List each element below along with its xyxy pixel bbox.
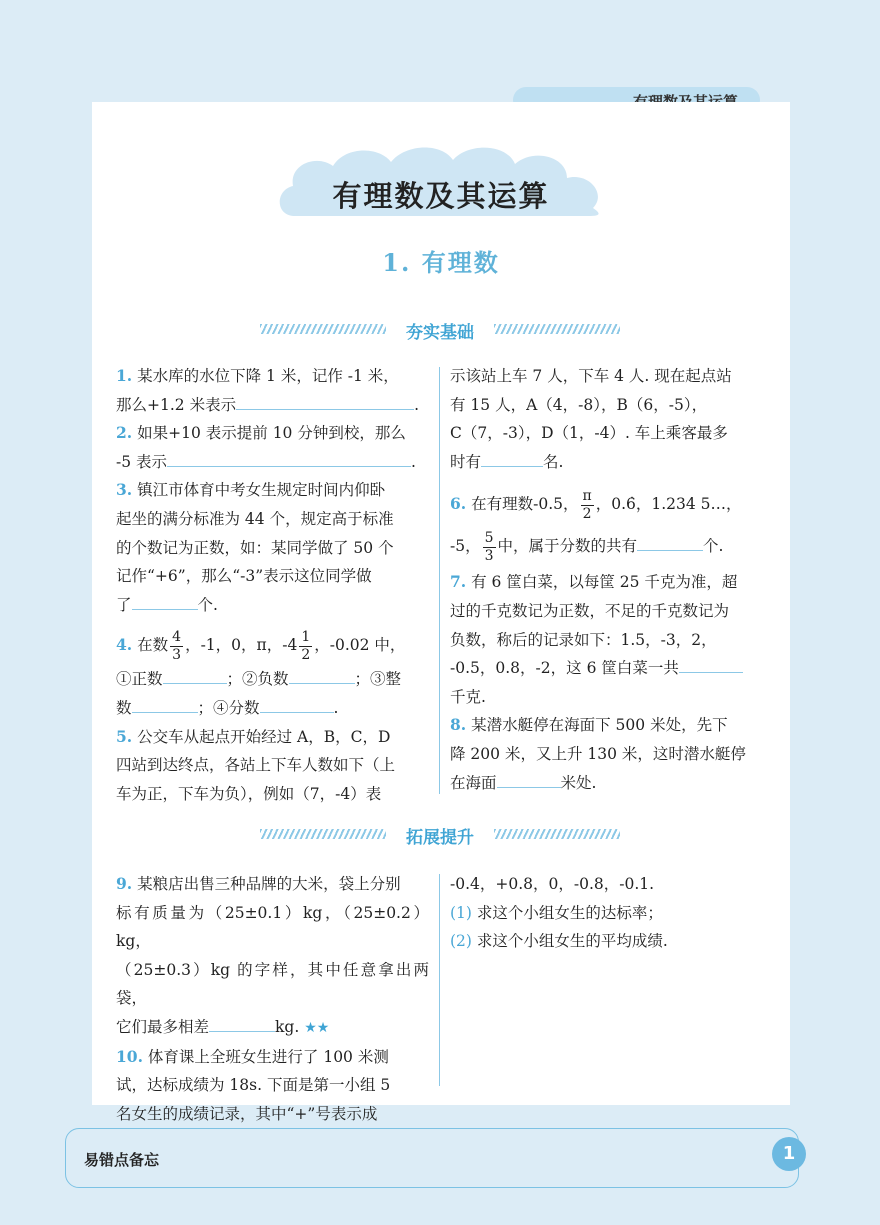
q4-text-pre: 在数 <box>137 636 169 655</box>
content-page <box>92 102 790 1123</box>
q6-frac1-denominator: 2 <box>582 505 592 522</box>
q4-frac2-denominator: 2 <box>301 646 311 663</box>
q9-difficulty-stars: ★★ <box>304 1019 330 1036</box>
q7-text-e: 千克. <box>450 687 486 706</box>
q8-answer-blank[interactable] <box>497 769 561 788</box>
q3 <box>116 476 429 505</box>
q4-fraction-label: ；④分数 <box>197 698 260 717</box>
q3-text-f: 个. <box>197 595 218 614</box>
q9-text-d: 它们最多相差 <box>116 1017 210 1036</box>
q8-number: 8. <box>450 715 467 735</box>
chapter-title: 有理数及其运算 <box>332 179 550 213</box>
q4-text-end: ，-0.02 中， <box>314 636 406 655</box>
q4-fraction-blank[interactable] <box>260 694 334 713</box>
q9-number: 9. <box>116 874 133 893</box>
q3-text-c: 的个数记为正数，如：某同学做了 50 个 <box>116 538 394 557</box>
q9-text-b: 标有质量为（25±0.1）kg，（25±0.2）kg， <box>116 903 429 951</box>
q4-frac2-numerator: 1 <box>301 628 311 645</box>
q1-text-b: 那么+1.2 米表示 <box>116 395 237 414</box>
q4-text-mid: ，-1，0，π，-4 <box>185 636 298 655</box>
memo-label: 易错点备忘 <box>84 1151 160 1169</box>
q5-text-d: 示该站上车 7 人，下车 4 人. 现在起点站 <box>450 367 732 385</box>
part2-left-column <box>116 870 429 1158</box>
band-extension <box>260 823 620 848</box>
part1-right-column <box>450 362 760 797</box>
q4-fraction-4-3 <box>170 629 183 664</box>
q10-sub1 <box>450 899 760 928</box>
q5-text-g: 时有 <box>450 452 482 471</box>
q8 <box>450 711 760 740</box>
q10-sub2-text: 求这个小组女生的平均成绩. <box>476 932 668 951</box>
q10-sub2-number: (2) <box>450 932 472 951</box>
page-number: 1 <box>772 1137 806 1171</box>
q7-answer-blank[interactable] <box>679 654 743 673</box>
q4 <box>116 625 429 665</box>
band-hatch-right <box>494 324 620 334</box>
q7-text-b: 过的千克数记为正数，不足的千克数记为 <box>450 601 730 620</box>
column-divider-2 <box>439 874 440 1086</box>
section-title: 1. 有理数 <box>382 248 500 277</box>
q10-text-a: 体育课上全班女生进行了 100 米测 <box>147 1047 389 1066</box>
q3-text-a: 镇江市体育中考女生规定时间内仰卧 <box>137 481 386 500</box>
q2-line2: -5 表示 . <box>116 448 429 477</box>
q6-line2 <box>450 524 760 568</box>
q4-integer-label: ；③整 <box>354 670 402 689</box>
q8-text-d: 米处. <box>560 773 597 792</box>
q5-number: 5. <box>116 726 133 746</box>
q6-text-b: ，0.6̇，1.234 5…， <box>595 495 742 514</box>
band-basics <box>260 318 620 343</box>
q9-text-e: kg. <box>275 1017 300 1036</box>
q9 <box>116 870 429 899</box>
q5-text-e: 有 15 人，A（4，-8），B（6，-5）， <box>450 395 708 414</box>
q6-number: 6. <box>450 494 467 514</box>
q4-line3 <box>116 694 429 723</box>
q7-text-c: 负数，称后的记录如下：1.5，-3，2， <box>450 630 717 649</box>
part1-left-column <box>116 362 429 808</box>
q10-text-c: 名女生的成绩记录，其中“+”号表示成 <box>116 1104 378 1123</box>
q1-text-a: 某水库的水位下降 1 米，记作 -1 米， <box>137 367 399 385</box>
q4-number: 4. <box>116 635 133 655</box>
q3-text-e: 了 <box>116 595 132 614</box>
q5-text-f: C（7，-3），D（1，-4）. 车上乘客最多 <box>450 424 728 443</box>
q10-sub1-text: 求这个小组女生的达标率； <box>476 903 663 922</box>
q1-line2: 那么+1.2 米表示 . <box>116 391 429 420</box>
q4-frac1-numerator: 4 <box>172 628 182 645</box>
band-basics-label: 夯实基础 <box>406 323 474 343</box>
q3-answer-blank[interactable] <box>132 591 198 610</box>
q6-answer-blank[interactable] <box>637 532 703 551</box>
q6-frac2-numerator: 5 <box>484 529 494 546</box>
q7-text-d: -0.5，0.8，-2，这 6 筐白菜一共 <box>450 659 679 678</box>
q5-text-h: 名. <box>543 452 564 471</box>
q7 <box>450 568 760 597</box>
q5-text-c: 车为正，下车为负），例如（7，-4）表 <box>116 784 382 803</box>
q6-fraction-5-3 <box>483 530 496 565</box>
q6-text-d: 中，属于分数的共有 <box>497 537 638 556</box>
q4-negative-label: ；②负数 <box>226 670 289 689</box>
q6-fraction-pi-2 <box>581 488 594 523</box>
q8-text-b: 降 200 米，又上升 130 米，这时潜水艇停 <box>450 744 746 763</box>
q5-text-a: 公交车从起点开始经过 A，B，C，D <box>137 727 391 746</box>
q4-frac1-denominator: 3 <box>172 646 182 663</box>
part2-right-column <box>450 870 760 956</box>
q9-text-c: （25±0.3）kg 的字样，其中任意拿出两袋， <box>116 960 429 1008</box>
q4-fraction-1-2 <box>299 629 312 664</box>
q5 <box>116 723 429 752</box>
q5-answer-blank[interactable] <box>481 448 543 467</box>
q4-line2 <box>116 665 429 694</box>
q10 <box>116 1043 429 1072</box>
q2-text-b: -5 表示 <box>116 452 168 471</box>
q5-text-b: 四站到达终点，各站上下车人数如下（上 <box>116 756 396 775</box>
q10-sub2 <box>450 927 760 956</box>
q7-text-a: 有 6 筐白菜，以每筐 25 千克为准，超 <box>471 573 738 592</box>
q4-integer-label2: 数 <box>116 698 132 717</box>
q8-text-a: 某潜水艇停在海面下 500 米处，先下 <box>471 716 728 735</box>
q4-negative-blank[interactable] <box>289 665 355 684</box>
q10-text-e: -0.4，+0.8，0，-0.8，-0.1. <box>450 875 655 893</box>
q3-text-b: 起坐的满分标准为 44 个，规定高于标准 <box>116 509 394 528</box>
q8-text-c: 在海面 <box>450 773 497 792</box>
q9-answer-blank[interactable] <box>209 1013 275 1032</box>
q6-text-a: 在有理数-0.5， <box>471 495 579 514</box>
band2-hatch-left <box>260 829 386 839</box>
band-extension-label: 拓展提升 <box>406 828 474 848</box>
q10-text-b: 试，达标成绩为 18s. 下面是第一小组 5 <box>116 1076 391 1095</box>
q6-frac1-numerator: π <box>582 487 592 504</box>
band2-hatch-right <box>494 829 620 839</box>
q10-number: 10. <box>116 1046 143 1066</box>
q3-number: 3. <box>116 480 133 500</box>
q4-dot: . <box>333 698 339 717</box>
q6-frac2-denominator: 3 <box>484 547 494 564</box>
q6-text-c: -5， <box>450 537 481 556</box>
q1-number: 1. <box>116 366 133 385</box>
q2 <box>116 419 429 448</box>
band-hatch-left <box>260 324 386 334</box>
q6-text-e: 个. <box>703 537 724 556</box>
q2-answer-blank[interactable] <box>167 448 411 467</box>
q1 <box>116 362 429 391</box>
q2-text-a: 如果+10 表示提前 10 分钟到校，那么 <box>137 424 406 443</box>
q1-answer-blank[interactable] <box>236 391 414 410</box>
column-divider-1 <box>439 367 440 794</box>
q10-sub1-number: (1) <box>450 903 472 922</box>
memo-box <box>65 1128 799 1188</box>
q2-number: 2. <box>116 423 133 443</box>
q9-text-a: 某粮店出售三种品牌的大米，袋上分别 <box>137 875 401 893</box>
q4-integer-blank[interactable] <box>132 694 198 713</box>
q7-number: 7. <box>450 572 467 592</box>
q4-positive-blank[interactable] <box>163 665 227 684</box>
q3-text-d: 记作“+6”，那么“-3”表示这位同学做 <box>116 567 372 586</box>
q6 <box>450 484 760 524</box>
q4-positive-label: ①正数 <box>116 670 163 689</box>
